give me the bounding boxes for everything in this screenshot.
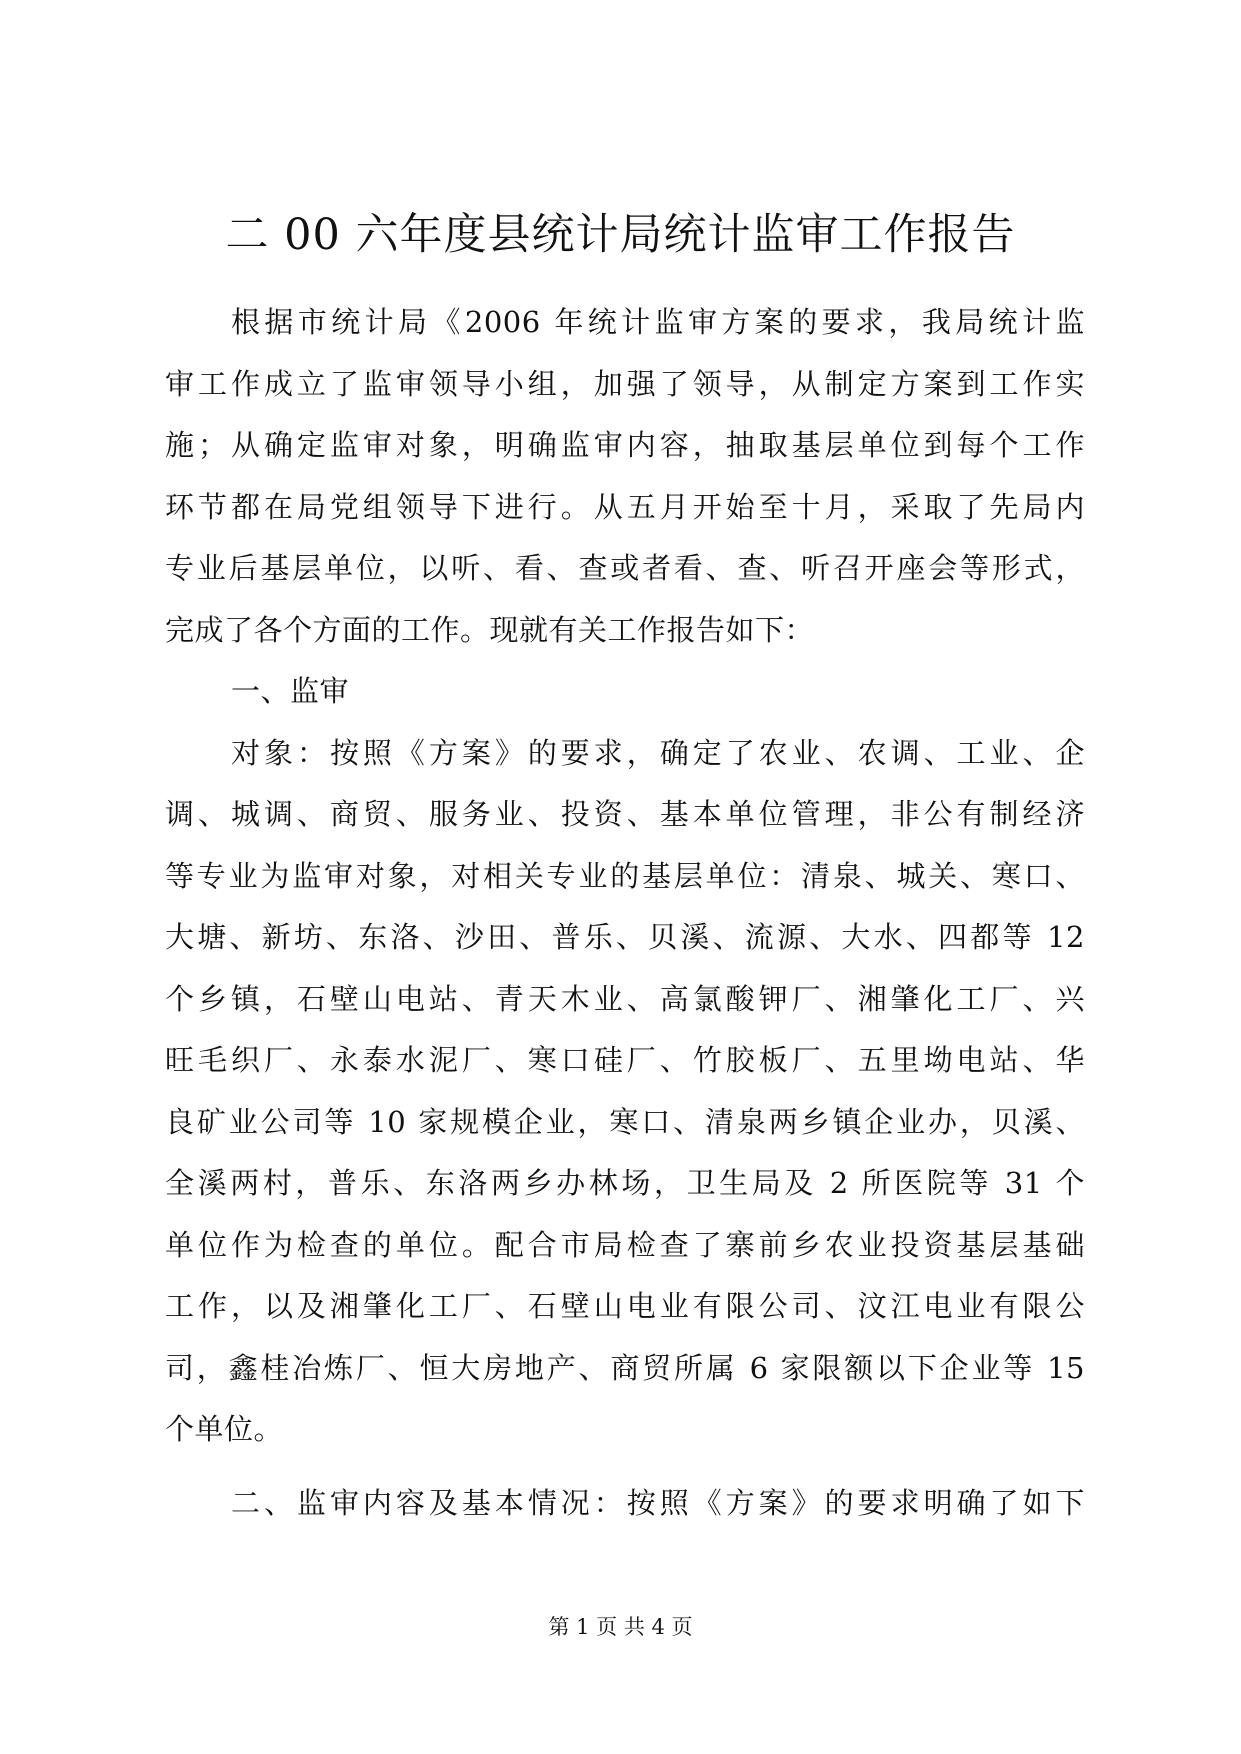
text-line: 等专业为监审对象，对相关专业的基层单位：清泉、城关、寒口、 <box>165 858 1085 893</box>
text-line: 调、城调、商贸、服务业、投资、基本单位管理，非公有制经济 <box>165 797 1085 831</box>
text-line: 大塘、新坊、东洛、沙田、普乐、贝溪、流源、大水、四都等 12 <box>165 920 1085 954</box>
text-line: 全溪两村，普乐、东洛两乡办林场，卫生局及 2 所医院等 31 个 <box>165 1166 1085 1200</box>
text-line: 专业后基层单位，以听、看、查或者看、查、听召开座会等形式， <box>165 551 1085 585</box>
paragraph-gap <box>165 1461 1085 1473</box>
section-heading-one <box>165 661 1085 723</box>
document-body <box>165 292 1085 1534</box>
text-line: 旺毛织厂、永泰水泥厂、寒口硅厂、竹胶板厂、五里坳电站、华 <box>165 1043 1085 1077</box>
text-line: 良矿业公司等 10 家规模企业，寒口、清泉两乡镇企业办，贝溪、 <box>165 1104 1085 1139</box>
page-footer: 第 1 页 共 4 页 <box>548 1615 693 1639</box>
text-line: 一、监审 <box>231 674 350 708</box>
text-line: 二、监审内容及基本情况：按照《方案》的要求明确了如下 <box>231 1485 1085 1520</box>
text-line: 个乡镇，石壁山电站、青天木业、高氯酸钾厂、湘肇化工厂、兴 <box>165 981 1085 1016</box>
text-line: 工作，以及湘肇化工厂、石壁山电业有限公司、汶江电业有限公 <box>165 1289 1085 1323</box>
text-line: 施；从确定监审对象，明确监审内容，抽取基层单位到每个工作 <box>165 428 1085 462</box>
text-line: 对象：按照《方案》的要求，确定了农业、农调、工业、企 <box>231 735 1085 770</box>
document-title: 二 00 六年度县统计局统计监审工作报告 <box>225 210 1016 260</box>
section-heading-two <box>165 1473 1085 1535</box>
text-line: 个单位。 <box>165 1412 284 1446</box>
text-line: 司，鑫桂冶炼厂、恒大房地产、商贸所属 6 家限额以下企业等 15 <box>165 1350 1085 1385</box>
text-line: 环节都在局党组领导下进行。从五月开始至十月，采取了先局内 <box>165 489 1085 524</box>
text-line: 单位作为检查的单位。配合市局检查了寨前乡农业投资基层基础 <box>165 1227 1085 1262</box>
paragraph-objects <box>165 723 1085 1461</box>
text-line: 审工作成立了监审领导小组，加强了领导，从制定方案到工作实 <box>165 366 1085 401</box>
paragraph-intro <box>165 292 1085 661</box>
text-line: 完成了各个方面的工作。现就有关工作报告如下： <box>165 612 815 647</box>
text-line: 根据市统计局《2006 年统计监审方案的要求，我局统计监 <box>231 305 1085 339</box>
